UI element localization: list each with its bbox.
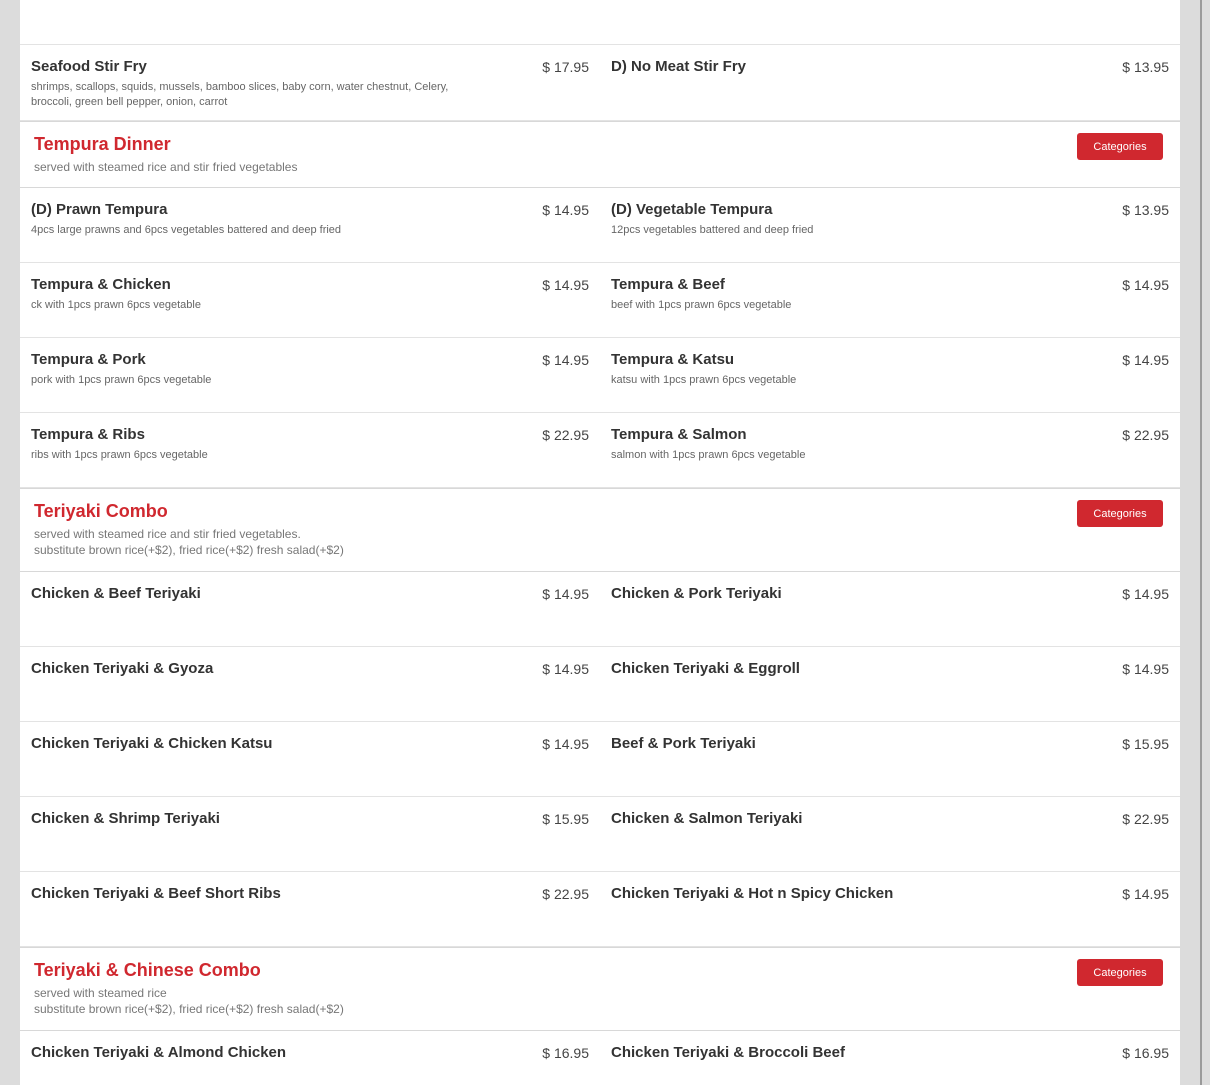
item-name: Chicken Teriyaki & Hot n Spicy Chicken xyxy=(611,885,894,902)
menu-item[interactable] xyxy=(20,797,600,871)
menu-row xyxy=(20,338,1180,413)
item-desc: katsu with 1pcs prawn 6pcs vegetable xyxy=(611,374,797,386)
item-desc: pork with 1pcs prawn 6pcs vegetable xyxy=(31,374,212,386)
item-desc: 4pcs large prawns and 6pcs vegetables battered and deep fried xyxy=(31,224,342,236)
menu-item[interactable] xyxy=(600,872,1180,946)
item-price: $ 16.95 xyxy=(1122,1045,1169,1061)
category-header-tempura xyxy=(20,121,1180,188)
item-price: $ 13.95 xyxy=(1122,59,1169,75)
category-title: Tempura Dinner xyxy=(34,134,171,154)
item-price: $ 14.95 xyxy=(542,661,589,677)
item-price: $ 14.95 xyxy=(1122,661,1169,677)
item-price: $ 14.95 xyxy=(1122,586,1169,602)
item-price: $ 14.95 xyxy=(542,352,589,368)
scroll-rail xyxy=(1200,0,1202,1085)
category-title: Teriyaki & Chinese Combo xyxy=(34,960,261,980)
menu-row xyxy=(20,722,1180,797)
menu-item[interactable] xyxy=(600,722,1180,796)
item-price: $ 22.95 xyxy=(542,886,589,902)
item-price: $ 22.95 xyxy=(542,427,589,443)
menu-item[interactable] xyxy=(20,872,600,946)
item-name: Tempura & Chicken xyxy=(31,276,171,293)
menu-item[interactable] xyxy=(600,338,1180,412)
item-name: D) No Meat Stir Fry xyxy=(611,58,747,75)
item-name: (D) Vegetable Tempura xyxy=(611,201,773,218)
menu-item[interactable] xyxy=(600,413,1180,487)
item-name: Chicken & Shrimp Teriyaki xyxy=(31,810,220,827)
menu-row xyxy=(20,0,1180,45)
menu-item[interactable] xyxy=(600,647,1180,721)
item-price: $ 14.95 xyxy=(1122,277,1169,293)
menu-item[interactable] xyxy=(20,647,600,721)
menu-item[interactable] xyxy=(20,45,600,120)
item-price: $ 22.95 xyxy=(1122,427,1169,443)
menu-item[interactable] xyxy=(600,263,1180,337)
item-desc: 12pcs vegetables battered and deep fried xyxy=(611,224,814,236)
item-name: Chicken Teriyaki & Broccoli Beef xyxy=(611,1044,845,1061)
item-price: $ 14.95 xyxy=(1122,352,1169,368)
item-name: Chicken & Beef Teriyaki xyxy=(31,585,201,602)
item-name: Tempura & Katsu xyxy=(611,351,735,368)
categories-button[interactable]: Categories xyxy=(1077,133,1163,160)
menu-row xyxy=(20,1031,1180,1085)
item-price: $ 15.95 xyxy=(1122,736,1169,752)
menu-item[interactable] xyxy=(600,0,1180,44)
item-price: $ 15.95 xyxy=(542,811,589,827)
item-price: $ 14.95 xyxy=(542,202,589,218)
menu-row xyxy=(20,188,1180,263)
item-name: Chicken Teriyaki & Almond Chicken xyxy=(31,1044,287,1061)
menu-item[interactable] xyxy=(20,722,600,796)
item-price: $ 14.95 xyxy=(542,736,589,752)
menu-row xyxy=(20,45,1180,121)
item-desc: ck with 1pcs prawn 6pcs vegetable xyxy=(31,299,201,311)
item-desc: shrimps, scallops, squids, mussels, bamboo slices, baby corn, water chestnut, Celery, broccoli, green bell pepper, onion, carrot xyxy=(31,81,449,108)
item-price: $ 13.95 xyxy=(1122,202,1169,218)
item-desc: salmon with 1pcs prawn 6pcs vegetable xyxy=(611,449,806,461)
item-name: Seafood Stir Fry xyxy=(31,58,147,75)
item-name: (D) Prawn Tempura xyxy=(31,201,168,218)
menu-item[interactable] xyxy=(600,45,1180,120)
item-price: $ 14.95 xyxy=(1122,886,1169,902)
category-desc: served with steamed rice substitute brown rice(+$2), fried rice(+$2) fresh salad(+$2) xyxy=(34,986,344,1016)
item-price: $ 17.95 xyxy=(542,59,589,75)
menu-item[interactable] xyxy=(20,263,600,337)
item-name: Tempura & Pork xyxy=(31,351,146,368)
menu-item[interactable] xyxy=(20,338,600,412)
category-header-teriyaki-chinese xyxy=(20,947,1180,1031)
menu-item[interactable] xyxy=(20,413,600,487)
item-desc: beef with 1pcs prawn 6pcs vegetable xyxy=(611,299,792,311)
category-desc: served with steamed rice and stir fried vegetables xyxy=(34,160,298,174)
item-desc: ribs with 1pcs prawn 6pcs vegetable xyxy=(31,449,208,461)
menu-item[interactable] xyxy=(20,188,600,262)
categories-button[interactable]: Categories xyxy=(1077,959,1163,986)
menu-item[interactable] xyxy=(20,0,600,44)
menu-row xyxy=(20,413,1180,488)
categories-button[interactable]: Categories xyxy=(1077,500,1163,527)
item-price: $ 14.95 xyxy=(542,277,589,293)
menu-item[interactable] xyxy=(600,1031,1180,1085)
item-name: Chicken Teriyaki & Eggroll xyxy=(611,660,800,677)
item-price: $ 14.95 xyxy=(542,586,589,602)
item-name: Tempura & Salmon xyxy=(611,426,747,443)
menu-row xyxy=(20,797,1180,872)
category-title: Teriyaki Combo xyxy=(34,501,168,521)
item-price: $ 22.95 xyxy=(1122,811,1169,827)
menu-row xyxy=(20,263,1180,338)
menu-panel xyxy=(20,0,1180,1085)
category-header-teriyaki-combo xyxy=(20,488,1180,572)
menu-item[interactable] xyxy=(600,188,1180,262)
menu-item[interactable] xyxy=(600,797,1180,871)
item-name: Chicken Teriyaki & Chicken Katsu xyxy=(31,735,273,752)
menu-item[interactable] xyxy=(20,1031,600,1085)
item-name: Beef & Pork Teriyaki xyxy=(611,735,756,752)
item-name: Chicken & Salmon Teriyaki xyxy=(611,810,803,827)
item-name: Chicken Teriyaki & Beef Short Ribs xyxy=(31,885,281,902)
item-name: Tempura & Beef xyxy=(611,276,725,293)
menu-item[interactable] xyxy=(600,572,1180,646)
menu-row xyxy=(20,647,1180,722)
item-name: Chicken & Pork Teriyaki xyxy=(611,585,782,602)
item-name: Chicken Teriyaki & Gyoza xyxy=(31,660,214,677)
menu-row xyxy=(20,872,1180,947)
menu-row xyxy=(20,572,1180,647)
category-desc: served with steamed rice and stir fried vegetables. substitute brown rice(+$2), fried rice(+$2) fresh salad(+$2) xyxy=(34,527,344,557)
menu-item[interactable] xyxy=(20,572,600,646)
item-name: Tempura & Ribs xyxy=(31,426,145,443)
item-price: $ 16.95 xyxy=(542,1045,589,1061)
